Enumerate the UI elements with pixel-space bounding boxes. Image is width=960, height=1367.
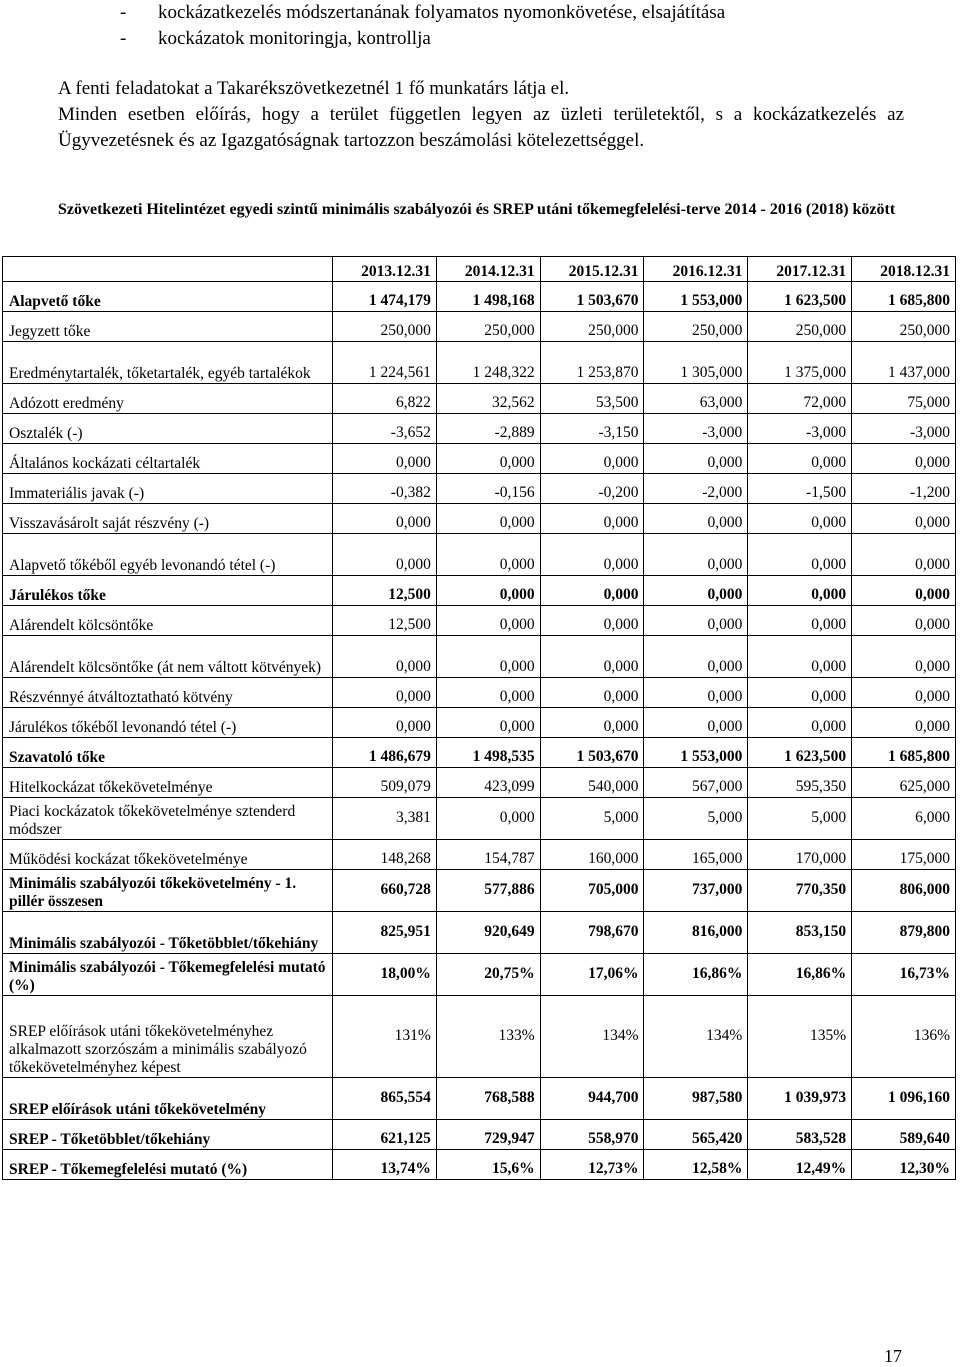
- bullet-item: [120, 0, 725, 26]
- value-cell: 0,000: [540, 444, 644, 474]
- row-label: SREP előírások utáni tőkekövetelményhez alkalmazott szorzószám a minimális szabályozó tőkekövetelményhez képest: [3, 996, 333, 1078]
- value-cell: 6,000: [852, 798, 956, 840]
- body-paragraph: [58, 76, 904, 154]
- row-label: Járulékos tőke: [3, 576, 333, 606]
- value-cell: 0,000: [333, 636, 437, 678]
- value-cell: -0,200: [540, 474, 644, 504]
- value-cell: 250,000: [748, 312, 852, 342]
- value-cell: 0,000: [540, 678, 644, 708]
- value-cell: 0,000: [540, 504, 644, 534]
- table-row: [3, 282, 956, 312]
- value-cell: -3,000: [852, 414, 956, 444]
- value-cell: 0,000: [644, 606, 748, 636]
- value-cell: 0,000: [644, 444, 748, 474]
- value-cell: -3,652: [333, 414, 437, 444]
- value-cell: 0,000: [333, 444, 437, 474]
- value-cell: 1 685,800: [852, 282, 956, 312]
- value-cell: 12,30%: [852, 1150, 956, 1180]
- value-cell: 1 498,535: [436, 738, 540, 768]
- value-cell: 0,000: [436, 504, 540, 534]
- table-row: [3, 576, 956, 606]
- value-cell: 0,000: [852, 606, 956, 636]
- value-cell: -3,150: [540, 414, 644, 444]
- row-label: Piaci kockázatok tőkekövetelménye sztenderd módszer: [3, 798, 333, 840]
- value-cell: 621,125: [333, 1120, 437, 1150]
- value-cell: 1 474,179: [333, 282, 437, 312]
- value-cell: 250,000: [852, 312, 956, 342]
- value-cell: 816,000: [644, 912, 748, 954]
- table-row: [3, 798, 956, 840]
- table-row: [3, 870, 956, 912]
- value-cell: 20,75%: [436, 954, 540, 996]
- value-cell: 1 553,000: [644, 282, 748, 312]
- value-cell: -0,156: [436, 474, 540, 504]
- row-label: Általános kockázati céltartalék: [3, 444, 333, 474]
- value-cell: 0,000: [333, 534, 437, 576]
- row-label: Szavatoló tőke: [3, 738, 333, 768]
- value-cell: 0,000: [644, 708, 748, 738]
- value-cell: 0,000: [748, 636, 852, 678]
- value-cell: 148,268: [333, 840, 437, 870]
- column-header: 2016.12.31: [644, 257, 748, 282]
- value-cell: 0,000: [436, 576, 540, 606]
- header-corner-cell: [3, 257, 333, 282]
- value-cell: 0,000: [748, 606, 852, 636]
- value-cell: 32,562: [436, 384, 540, 414]
- value-cell: 12,49%: [748, 1150, 852, 1180]
- value-cell: 133%: [436, 996, 540, 1078]
- row-label: Hitelkockázat tőkekövetelménye: [3, 768, 333, 798]
- value-cell: 806,000: [852, 870, 956, 912]
- value-cell: 737,000: [644, 870, 748, 912]
- value-cell: 423,099: [436, 768, 540, 798]
- value-cell: 170,000: [748, 840, 852, 870]
- table-row: [3, 342, 956, 384]
- value-cell: 768,588: [436, 1078, 540, 1120]
- table-header-row: [3, 257, 956, 282]
- value-cell: 63,000: [644, 384, 748, 414]
- table-row: [3, 996, 956, 1078]
- value-cell: 5,000: [748, 798, 852, 840]
- value-cell: 0,000: [436, 606, 540, 636]
- value-cell: 250,000: [644, 312, 748, 342]
- value-cell: 0,000: [436, 708, 540, 738]
- value-cell: 1 253,870: [540, 342, 644, 384]
- value-cell: 0,000: [540, 576, 644, 606]
- table-row: [3, 384, 956, 414]
- table-row: [3, 606, 956, 636]
- table-row: [3, 840, 956, 870]
- page-number: 17: [884, 1346, 902, 1366]
- value-cell: 595,350: [748, 768, 852, 798]
- value-cell: 558,970: [540, 1120, 644, 1150]
- value-cell: 5,000: [540, 798, 644, 840]
- value-cell: 16,86%: [748, 954, 852, 996]
- value-cell: 1 224,561: [333, 342, 437, 384]
- row-label: SREP - Tőkemegfelelési mutató (%): [3, 1150, 333, 1180]
- value-cell: 18,00%: [333, 954, 437, 996]
- bullet-text: kockázatok monitoringja, kontrollja: [158, 28, 431, 49]
- value-cell: 250,000: [333, 312, 437, 342]
- row-label: Osztalék (-): [3, 414, 333, 444]
- paragraph-text: Minden esetben előírás, hogy a terület független legyen az üzleti területektől, s a kockázatkezelés az Ügyvezetésnek és az Igazgatóságnak tartozzon beszámolási kötelezettséggel.: [58, 104, 904, 151]
- value-cell: 0,000: [852, 444, 956, 474]
- value-cell: 0,000: [852, 678, 956, 708]
- value-cell: 0,000: [644, 678, 748, 708]
- value-cell: 1 623,500: [748, 738, 852, 768]
- row-label: Minimális szabályozói tőkekövetelmény - 1. pillér összesen: [3, 870, 333, 912]
- table-row: [3, 414, 956, 444]
- bullet-dash: -: [120, 2, 127, 23]
- value-cell: 0,000: [644, 504, 748, 534]
- value-cell: 0,000: [540, 534, 644, 576]
- value-cell: 1 486,679: [333, 738, 437, 768]
- row-label: Alárendelt kölcsöntőke: [3, 606, 333, 636]
- value-cell: 15,6%: [436, 1150, 540, 1180]
- value-cell: 540,000: [540, 768, 644, 798]
- value-cell: 5,000: [644, 798, 748, 840]
- value-cell: -2,889: [436, 414, 540, 444]
- value-cell: 1 375,000: [748, 342, 852, 384]
- value-cell: 0,000: [852, 534, 956, 576]
- value-cell: 16,86%: [644, 954, 748, 996]
- value-cell: 565,420: [644, 1120, 748, 1150]
- value-cell: 0,000: [748, 708, 852, 738]
- value-cell: 250,000: [540, 312, 644, 342]
- column-header: 2017.12.31: [748, 257, 852, 282]
- row-label: SREP - Tőketöbblet/tőkehiány: [3, 1120, 333, 1150]
- value-cell: 0,000: [333, 678, 437, 708]
- value-cell: 798,670: [540, 912, 644, 954]
- row-label: Immateriális javak (-): [3, 474, 333, 504]
- value-cell: 13,74%: [333, 1150, 437, 1180]
- row-label: SREP előírások utáni tőkekövetelmény: [3, 1078, 333, 1120]
- value-cell: 17,06%: [540, 954, 644, 996]
- value-cell: -3,000: [748, 414, 852, 444]
- table-row: [3, 534, 956, 576]
- value-cell: 0,000: [748, 504, 852, 534]
- value-cell: 705,000: [540, 870, 644, 912]
- table-heading: Szövetkezeti Hitelintézet egyedi szintű minimális szabályozói és SREP utáni tőkemegfelelési-terve 2014 - 2016 (2018) között: [58, 201, 896, 218]
- value-cell: 1 503,670: [540, 282, 644, 312]
- value-cell: 131%: [333, 996, 437, 1078]
- value-cell: 865,554: [333, 1078, 437, 1120]
- value-cell: 3,381: [333, 798, 437, 840]
- table-row: [3, 1078, 956, 1120]
- value-cell: 0,000: [436, 798, 540, 840]
- table-row: [3, 636, 956, 678]
- value-cell: 72,000: [748, 384, 852, 414]
- value-cell: -3,000: [644, 414, 748, 444]
- value-cell: 987,580: [644, 1078, 748, 1120]
- value-cell: 134%: [644, 996, 748, 1078]
- value-cell: 879,800: [852, 912, 956, 954]
- value-cell: 0,000: [644, 576, 748, 606]
- value-cell: 53,500: [540, 384, 644, 414]
- row-label: Részvénnyé átváltoztatható kötvény: [3, 678, 333, 708]
- value-cell: 154,787: [436, 840, 540, 870]
- row-label: Eredménytartalék, tőketartalék, egyéb tartalékok: [3, 342, 333, 384]
- value-cell: 567,000: [644, 768, 748, 798]
- row-label: Alárendelt kölcsöntőke (át nem váltott kötvények): [3, 636, 333, 678]
- value-cell: 583,528: [748, 1120, 852, 1150]
- value-cell: 1 039,973: [748, 1078, 852, 1120]
- value-cell: 0,000: [436, 534, 540, 576]
- bullet-dash: -: [120, 28, 127, 49]
- value-cell: 0,000: [644, 534, 748, 576]
- table-row: [3, 444, 956, 474]
- value-cell: 75,000: [852, 384, 956, 414]
- column-header: 2014.12.31: [436, 257, 540, 282]
- table-row: [3, 504, 956, 534]
- value-cell: 12,500: [333, 606, 437, 636]
- row-label: Visszavásárolt saját részvény (-): [3, 504, 333, 534]
- value-cell: 134%: [540, 996, 644, 1078]
- value-cell: 250,000: [436, 312, 540, 342]
- value-cell: -1,200: [852, 474, 956, 504]
- value-cell: 770,350: [748, 870, 852, 912]
- value-cell: 1 685,800: [852, 738, 956, 768]
- value-cell: 165,000: [644, 840, 748, 870]
- value-cell: 0,000: [852, 636, 956, 678]
- value-cell: 0,000: [333, 708, 437, 738]
- value-cell: 729,947: [436, 1120, 540, 1150]
- value-cell: 0,000: [748, 678, 852, 708]
- bullet-text: kockázatkezelés módszertanának folyamatos nyomonkövetése, elsajátítása: [158, 2, 726, 23]
- table-row: [3, 768, 956, 798]
- value-cell: 0,000: [540, 708, 644, 738]
- value-cell: 0,000: [540, 606, 644, 636]
- value-cell: 0,000: [748, 444, 852, 474]
- row-label: Adózott eredmény: [3, 384, 333, 414]
- value-cell: 1 248,322: [436, 342, 540, 384]
- value-cell: 1 623,500: [748, 282, 852, 312]
- value-cell: -2,000: [644, 474, 748, 504]
- paragraph-line: A fenti feladatokat a Takarékszövetkezetnél 1 fő munkatárs látja el.: [58, 78, 570, 99]
- value-cell: 175,000: [852, 840, 956, 870]
- table-row: [3, 708, 956, 738]
- row-label: Járulékos tőkéből levonandó tétel (-): [3, 708, 333, 738]
- value-cell: 0,000: [748, 534, 852, 576]
- capital-adequacy-table: [2, 256, 956, 1180]
- value-cell: 1 305,000: [644, 342, 748, 384]
- column-header: 2013.12.31: [333, 257, 437, 282]
- value-cell: 12,500: [333, 576, 437, 606]
- table-row: [3, 954, 956, 996]
- bullet-list: [120, 0, 725, 52]
- row-label: Jegyzett tőke: [3, 312, 333, 342]
- value-cell: 1 498,168: [436, 282, 540, 312]
- row-label: Működési kockázat tőkekövetelménye: [3, 840, 333, 870]
- value-cell: 160,000: [540, 840, 644, 870]
- value-cell: 1 096,160: [852, 1078, 956, 1120]
- value-cell: 577,886: [436, 870, 540, 912]
- value-cell: -0,382: [333, 474, 437, 504]
- value-cell: 589,640: [852, 1120, 956, 1150]
- value-cell: 625,000: [852, 768, 956, 798]
- value-cell: 0,000: [852, 504, 956, 534]
- row-label: Minimális szabályozói - Tőkemegfelelési mutató (%): [3, 954, 333, 996]
- table-row: [3, 312, 956, 342]
- value-cell: 6,822: [333, 384, 437, 414]
- value-cell: 0,000: [748, 576, 852, 606]
- value-cell: 0,000: [436, 444, 540, 474]
- value-cell: 12,58%: [644, 1150, 748, 1180]
- value-cell: 135%: [748, 996, 852, 1078]
- table-row: [3, 1120, 956, 1150]
- value-cell: 16,73%: [852, 954, 956, 996]
- bullet-item: [120, 26, 725, 52]
- table-row: [3, 1150, 956, 1180]
- table-row: [3, 678, 956, 708]
- value-cell: 136%: [852, 996, 956, 1078]
- table-row: [3, 474, 956, 504]
- value-cell: 0,000: [852, 708, 956, 738]
- value-cell: 1 503,670: [540, 738, 644, 768]
- value-cell: 0,000: [333, 504, 437, 534]
- table-row: [3, 738, 956, 768]
- row-label: Minimális szabályozói - Tőketöbblet/tőkehiány: [3, 912, 333, 954]
- value-cell: 825,951: [333, 912, 437, 954]
- value-cell: -1,500: [748, 474, 852, 504]
- column-header: 2015.12.31: [540, 257, 644, 282]
- value-cell: 660,728: [333, 870, 437, 912]
- row-label: Alapvető tőke: [3, 282, 333, 312]
- value-cell: 509,079: [333, 768, 437, 798]
- value-cell: 944,700: [540, 1078, 644, 1120]
- value-cell: 12,73%: [540, 1150, 644, 1180]
- value-cell: 1 553,000: [644, 738, 748, 768]
- column-header: 2018.12.31: [852, 257, 956, 282]
- value-cell: 0,000: [644, 636, 748, 678]
- table-row: [3, 912, 956, 954]
- value-cell: 853,150: [748, 912, 852, 954]
- value-cell: 920,649: [436, 912, 540, 954]
- value-cell: 0,000: [852, 576, 956, 606]
- row-label: Alapvető tőkéből egyéb levonandó tétel (-): [3, 534, 333, 576]
- value-cell: 0,000: [436, 636, 540, 678]
- value-cell: 0,000: [436, 678, 540, 708]
- value-cell: 1 437,000: [852, 342, 956, 384]
- value-cell: 0,000: [540, 636, 644, 678]
